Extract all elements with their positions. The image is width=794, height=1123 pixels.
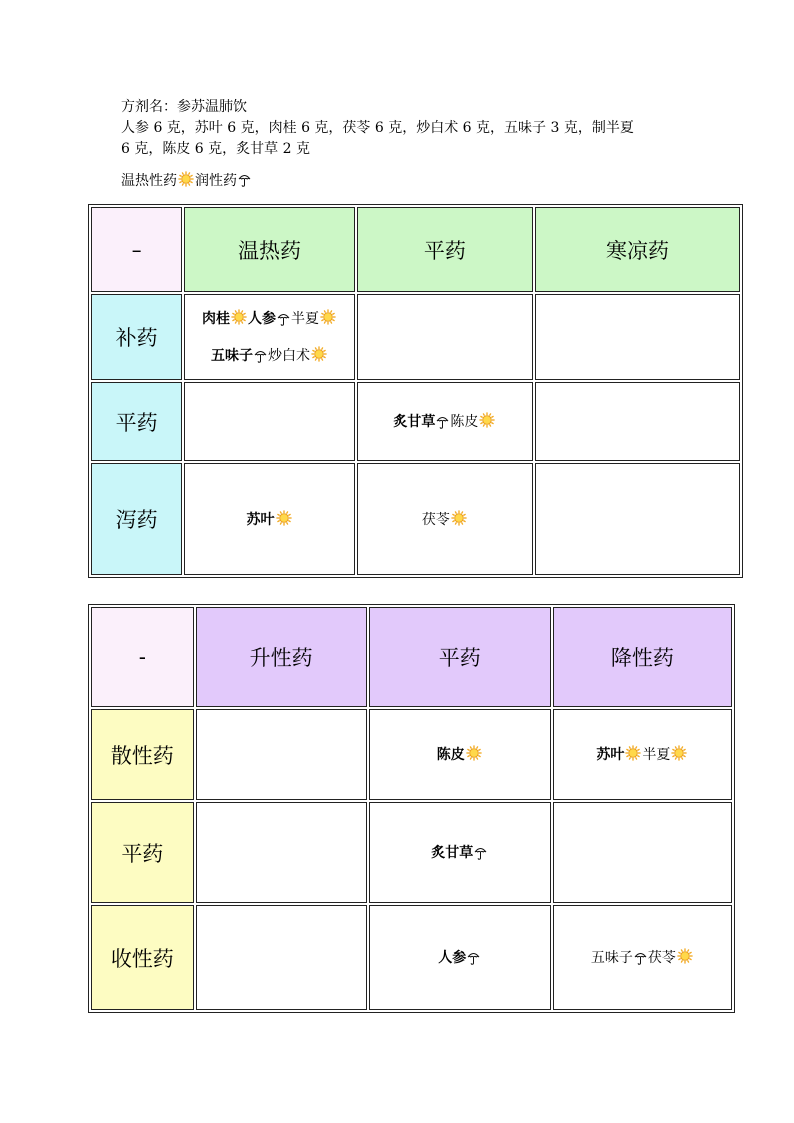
herb-name: 人参	[438, 949, 467, 966]
herb-name: 陈皮	[450, 414, 479, 430]
herb-line	[185, 346, 354, 365]
herb-line	[358, 510, 532, 529]
herb-line	[185, 510, 354, 529]
sun-icon	[670, 747, 688, 763]
sun-icon	[478, 414, 496, 430]
herb-name: 五味子	[211, 348, 254, 364]
sun-icon	[275, 512, 293, 528]
icon-legend	[121, 168, 252, 192]
sun-icon	[230, 311, 248, 327]
herb-name: 五味子	[590, 950, 633, 966]
table2-col-header-neutral: 平药	[369, 607, 551, 707]
herb-entry	[642, 745, 688, 764]
herb-line	[554, 948, 731, 967]
herb-line	[370, 844, 550, 862]
umbrella-icon	[237, 172, 252, 188]
herb-entry	[648, 948, 694, 967]
herb-entry	[393, 413, 450, 431]
umbrella-icon	[253, 348, 268, 364]
table1-cell	[184, 382, 355, 461]
table2-cell	[369, 709, 551, 800]
table1-col-header-neutral: 平药	[357, 207, 533, 292]
herb-name: 肉桂	[202, 311, 231, 327]
table1-cell	[357, 294, 533, 380]
table2-cell	[196, 709, 367, 800]
herb-name: 陈皮	[436, 747, 465, 763]
table2-cell	[196, 905, 367, 1010]
herb-line	[358, 412, 532, 431]
herb-name: 茯苓	[421, 511, 450, 528]
herb-name: 茯苓	[647, 950, 676, 966]
ingredients-line-1: 人参 6 克，苏叶 6 克，肉桂 6 克，茯苓 6 克，炒白术 6 克，五味子 3 克，制半夏	[121, 120, 634, 136]
table1-corner-cell: –	[91, 207, 182, 292]
table1-cell	[535, 463, 740, 575]
table1-cell	[184, 463, 355, 575]
sun-icon	[450, 512, 468, 528]
herb-line	[370, 745, 550, 764]
table2-col-header-descend: 降性药	[553, 607, 732, 707]
herb-entry	[450, 412, 496, 431]
herb-name: 炒白术	[268, 348, 311, 364]
herb-entry	[248, 310, 291, 328]
herb-line	[370, 949, 550, 967]
table2-cell	[369, 905, 551, 1010]
herb-line	[554, 745, 731, 764]
table2-cell	[553, 709, 732, 800]
umbrella-icon	[466, 950, 481, 966]
herb-name: 半夏	[291, 311, 320, 327]
herb-name: 人参	[248, 311, 277, 327]
herb-name: 炙甘草	[393, 414, 436, 430]
table2-cell	[369, 802, 551, 903]
herb-entry	[437, 745, 483, 764]
table1-cell	[535, 294, 740, 380]
herb-name: 苏叶	[596, 747, 625, 763]
herb-entry	[422, 510, 468, 529]
ascend-disperse-table	[88, 604, 735, 1013]
table1-cell	[357, 463, 533, 575]
table1-row-header-purge: 泻药	[91, 463, 182, 575]
formula-name: 方剂名：参苏温肺饮	[121, 99, 247, 115]
prescription-header	[121, 97, 681, 160]
temperature-tonify-table	[88, 204, 743, 578]
herb-line	[185, 309, 354, 328]
legend-warm-label: 温热性药	[121, 173, 177, 189]
table1-col-header-cold: 寒凉药	[535, 207, 740, 292]
table2-col-header-ascend: 升性药	[196, 607, 367, 707]
table2-cell	[553, 905, 732, 1010]
umbrella-icon	[435, 414, 450, 430]
sun-icon	[465, 747, 483, 763]
ingredients-line-2: 6 克，陈皮 6 克，炙甘草 2 克	[121, 141, 310, 157]
table2-corner-cell: -	[91, 607, 194, 707]
sun-icon	[319, 311, 337, 327]
legend-moist-label: 润性药	[195, 173, 237, 189]
sun-icon	[177, 171, 195, 189]
herb-entry	[431, 844, 488, 862]
herb-entry	[596, 745, 642, 764]
table1-row-header-tonify: 补药	[91, 294, 182, 380]
table1-cell	[184, 294, 355, 380]
herb-name: 半夏	[642, 747, 671, 763]
herb-entry	[591, 949, 648, 967]
herb-entry	[268, 346, 328, 365]
herb-entry	[438, 949, 481, 967]
herb-name: 炙甘草	[431, 844, 474, 861]
table2-row-header-neutral: 平药	[91, 802, 194, 903]
table1-cell	[535, 382, 740, 461]
herb-name: 苏叶	[246, 511, 275, 528]
table2-cell	[196, 802, 367, 903]
sun-icon	[624, 747, 642, 763]
table1-cell	[357, 382, 533, 461]
sun-icon	[676, 950, 694, 966]
table1-col-header-warm: 温热药	[184, 207, 355, 292]
herb-entry	[211, 347, 268, 365]
table2-cell	[553, 802, 732, 903]
umbrella-icon	[473, 845, 488, 861]
herb-entry	[291, 309, 337, 328]
sun-icon	[310, 348, 328, 364]
umbrella-icon	[276, 311, 291, 327]
herb-entry	[247, 510, 293, 529]
table1-row-header-neutral: 平药	[91, 382, 182, 461]
umbrella-icon	[633, 950, 648, 966]
table2-row-header-astringe: 收性药	[91, 905, 194, 1010]
table2-row-header-disperse: 散性药	[91, 709, 194, 800]
herb-entry	[202, 309, 248, 328]
